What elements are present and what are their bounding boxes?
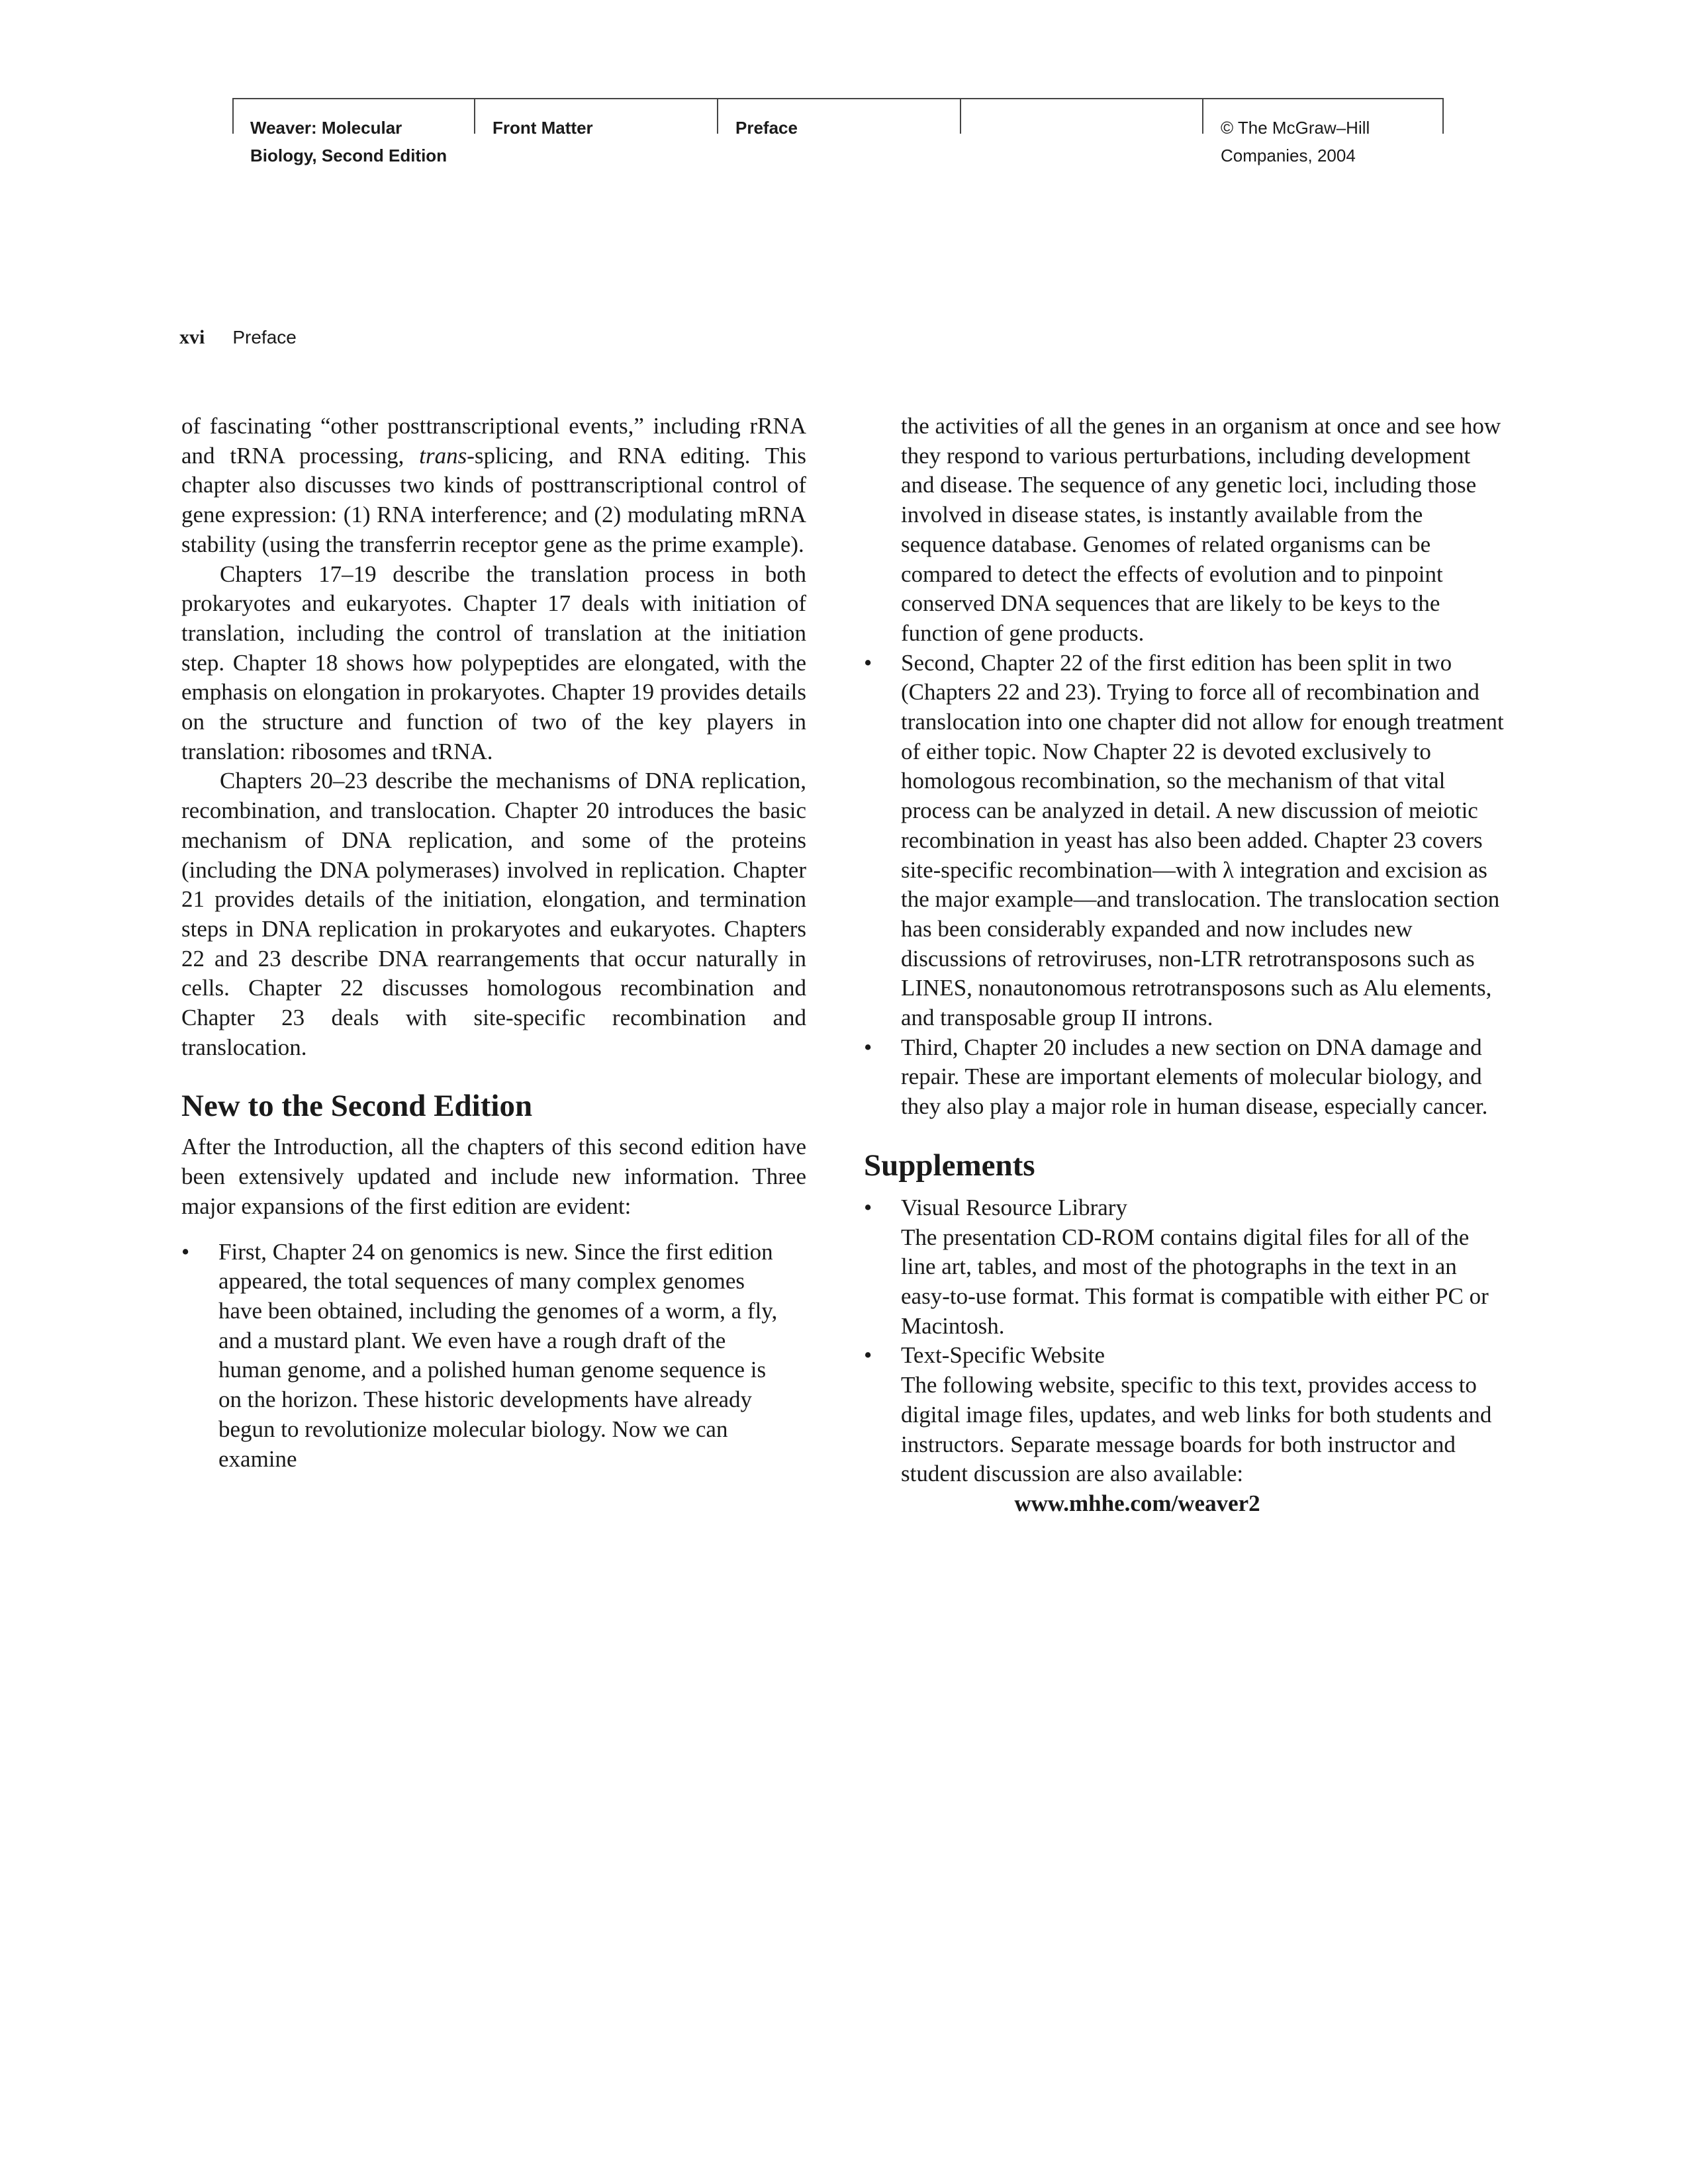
list-item: • Third, Chapter 20 includes a new section on DNA damage and repair. These are important elements of molecular biology, and they also play a major role in human disease, especially cancer.: [864, 1034, 1488, 1120]
header-divider: [717, 99, 718, 134]
bullet-icon: •: [181, 1238, 190, 1265]
header-copyright-line2: Companies, 2004: [1221, 146, 1356, 165]
bullet-icon: •: [864, 649, 872, 676]
paragraph: Chapters 17–19 describe the translation process in both prokaryotes and eukaryotes. Chapter 17 deals with initiation of translation, including the control of translation at the initiation step. Chapter 18 shows how polypeptides are elongated, with the emphasis on elongation in prokaryotes. Chapter 19 provides details on the structure and function of two of the key players in translation: ribosomes and tRNA.: [181, 561, 806, 764]
section-heading-new-edition: New to the Second Edition: [181, 1089, 533, 1124]
left-column: [181, 412, 806, 1474]
running-header: [232, 98, 1444, 165]
header-copyright: [1221, 114, 1370, 169]
list-item: • Second, Chapter 22 of the first edition has been split in two (Chapters 22 and 23). Trying to force all of recombination and translocation into one chapter did not allow for enough treatment of either topic. Now Chapter 22 is devoted exclusively to homologous recombination, so the mechanism of that vital process can be analyzed in detail. A new discussion of meiotic recombination in yeast has also been added. Chapter 23 covers site-specific recombination—with λ integration and excision as the major example—and translocation. The translocation section has been considerably expanded and now includes new discussions of retroviruses, non-LTR retrotransposons such as LINES, nonautonomous retrotransposons such as Alu elements, and transposable group II introns.: [864, 649, 1504, 1031]
paragraph: of fascinating “other posttranscriptional events,” including rRNA and tRNA processing, trans-splicing, and RNA editing. This chapter also discusses two kinds of posttranscriptional control of gene expression: (1) RNA interference; and (2) modulating mRNA stability (using the transferrin receptor gene as the prime example).: [181, 413, 806, 557]
supplement-title: Visual Resource Library: [901, 1194, 1127, 1220]
list-item: • First, Chapter 24 on genomics is new. Since the first edition appeared, the total sequences of many complex genomes have been obtained, including the genomes of a worm, a fly, and a mustard plant. We even have a rough draft of the human genome, and a polished human genome sequence is on the horizon. These historic developments have already begun to revolutionize molecular biology. Now we can examine: [181, 1238, 778, 1472]
list-item: • Text-Specific Website The following website, specific to this text, provides access to digital image files, updates, and web links for both students and instructors. Separate message boards for both instructor and student discussion are also available: www.mhhe.com/weaver2: [864, 1341, 1506, 1518]
paragraph: After the Introduction, all the chapters of this second edition have been extensively updated and include new information. Three major expansions of the first edition are evident:: [181, 1134, 806, 1219]
bullet-icon: •: [864, 1342, 872, 1369]
right-column: [864, 412, 1506, 1519]
header-divider: [232, 99, 234, 134]
supplements-list: [864, 1193, 1506, 1519]
list-item: • Visual Resource Library The presentation CD-ROM contains digital files for all of the line art, tables, and most of the photographs in the text in an easy-to-use format. This format is compatible with either PC or Macintosh.: [864, 1194, 1489, 1339]
bullet-list: [181, 1238, 806, 1475]
supplement-title: Text-Specific Website: [901, 1342, 1105, 1369]
header-divider: [474, 99, 475, 134]
page-folio: [179, 324, 297, 351]
folio-section: Preface: [232, 327, 297, 347]
page-number: xvi: [179, 326, 205, 348]
paragraph: Chapters 20–23 describe the mechanisms of DNA replication, recombination, and translocation. Chapter 20 introduces the basic mechanism of DNA replication, and some of the proteins (including the DNA polymerases) involved in replication. Chapter 21 provides details of the initiation, elongation, and termination steps in DNA replication in prokaryotes and eukaryotes. Chapters 22 and 23 describe DNA rearrangements that occur naturally in cells. Chapter 22 discusses homologous recombination and Chapter 23 deals with site-specific recombination and translocation.: [181, 768, 806, 1060]
header-chapter: Preface: [735, 118, 798, 138]
header-divider: [960, 99, 961, 134]
header-divider: [1202, 99, 1203, 134]
bullet-list: [864, 649, 1506, 1122]
section-heading-supplements: Supplements: [864, 1148, 1035, 1183]
header-book-line2: Biology, Second Edition: [250, 146, 447, 165]
website-link[interactable]: www.mhhe.com/weaver2: [1014, 1490, 1260, 1516]
header-copyright-line1: © The McGraw–Hill: [1221, 118, 1370, 138]
header-part: Front Matter: [492, 118, 593, 138]
list-item-continued: the activities of all the genes in an organism at once and see how they respond to various perturbations, including development and disease. The sequence of any genetic loci, including those involved in disease states, is instantly available from the sequence database. Genomes of related organisms can be compared to detect the effects of evolution and to pinpoint conserved DNA sequences that are likely to be keys to the function of gene products.: [901, 413, 1501, 646]
bullet-icon: •: [864, 1194, 872, 1220]
header-book-title: [250, 114, 447, 169]
bullet-icon: •: [864, 1034, 872, 1060]
header-divider: [1442, 99, 1444, 134]
header-book-line1: Weaver: Molecular: [250, 118, 402, 138]
